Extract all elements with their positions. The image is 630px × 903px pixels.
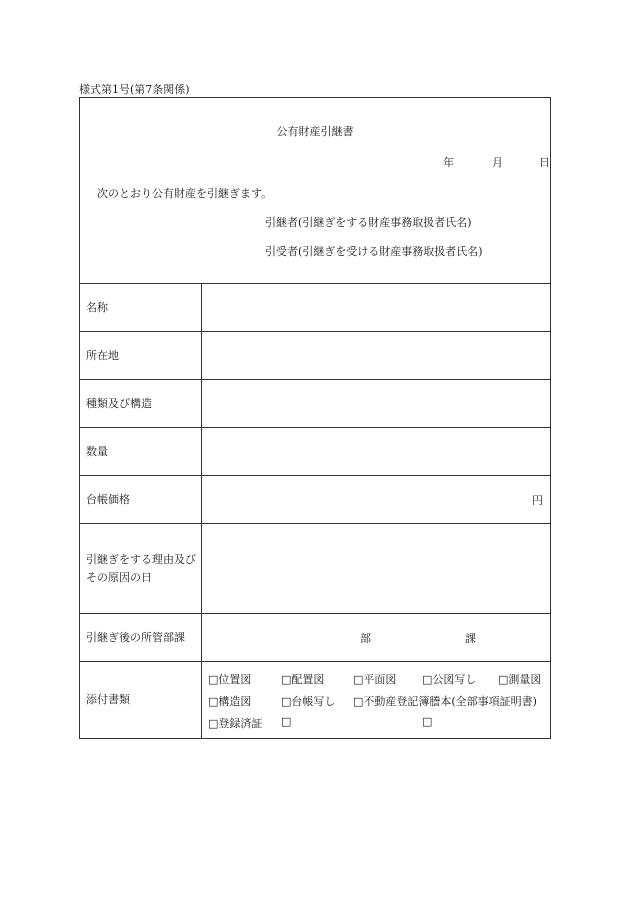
form-title: 公有財産引継書 [276, 125, 354, 138]
row-reason [80, 524, 550, 614]
form-number: 様式第1号(第7条関係) [79, 83, 190, 96]
label-reason: 引継ぎをする理由及びその原因の日 [80, 524, 202, 613]
checkbox-ledger-copy[interactable]: □台帳写し [281, 695, 336, 708]
ka-unit: 課 [465, 632, 476, 645]
checkbox-floor-plan[interactable]: □平面図 [353, 673, 397, 686]
attachments-checklist [202, 662, 550, 738]
statement: 次のとおり公有財産を引継ぎます。 [97, 187, 273, 200]
row-type-structure [80, 380, 550, 428]
label-ledger-value: 台帳価格 [80, 476, 202, 523]
row-ledger-value [80, 476, 550, 524]
field-reason[interactable] [202, 524, 550, 613]
field-quantity[interactable] [202, 428, 550, 475]
checkbox-registry-copy[interactable]: □不動産登記簿謄本(全部事項証明書) [353, 695, 537, 708]
yen-unit: 円 [532, 494, 543, 507]
checkbox-cadastral-copy[interactable]: □公図写し [422, 673, 477, 686]
row-name [80, 284, 550, 332]
date-year: 年 [443, 156, 454, 169]
field-department[interactable] [202, 614, 550, 661]
field-type-structure[interactable] [202, 380, 550, 427]
checkbox-layout-map[interactable]: □配置図 [281, 673, 325, 686]
label-quantity: 数量 [80, 428, 202, 475]
row-quantity [80, 428, 550, 476]
label-type-structure: 種類及び構造 [80, 380, 202, 427]
row-attachments [80, 662, 550, 738]
label-department: 引継ぎ後の所管部課 [80, 614, 202, 661]
field-name[interactable] [202, 284, 550, 331]
field-ledger-value[interactable] [202, 476, 550, 523]
checkbox-survey-map[interactable]: □測量図 [498, 673, 542, 686]
checkbox-blank-1[interactable]: □ [281, 715, 292, 728]
row-location [80, 332, 550, 380]
checkbox-structure-map[interactable]: □構造図 [208, 695, 252, 708]
transferee-label: 引受者(引継ぎを受ける財産事務取扱者氏名) [265, 245, 483, 258]
transferor-label: 引継者(引継ぎをする財産事務取扱者氏名) [265, 216, 472, 229]
label-location: 所在地 [80, 332, 202, 379]
label-name: 名称 [80, 284, 202, 331]
field-location[interactable] [202, 332, 550, 379]
row-department [80, 614, 550, 662]
label-attachments: 添付書類 [80, 662, 202, 738]
bu-unit: 部 [360, 632, 371, 645]
checkbox-registration-cert[interactable]: □登録済証 [208, 717, 263, 730]
date-day: 日 [539, 156, 550, 169]
date-month: 月 [492, 156, 503, 169]
transfer-form [79, 97, 551, 739]
form-header [80, 98, 550, 284]
checkbox-location-map[interactable]: □位置図 [208, 673, 252, 686]
checkbox-blank-2[interactable]: □ [422, 715, 433, 728]
